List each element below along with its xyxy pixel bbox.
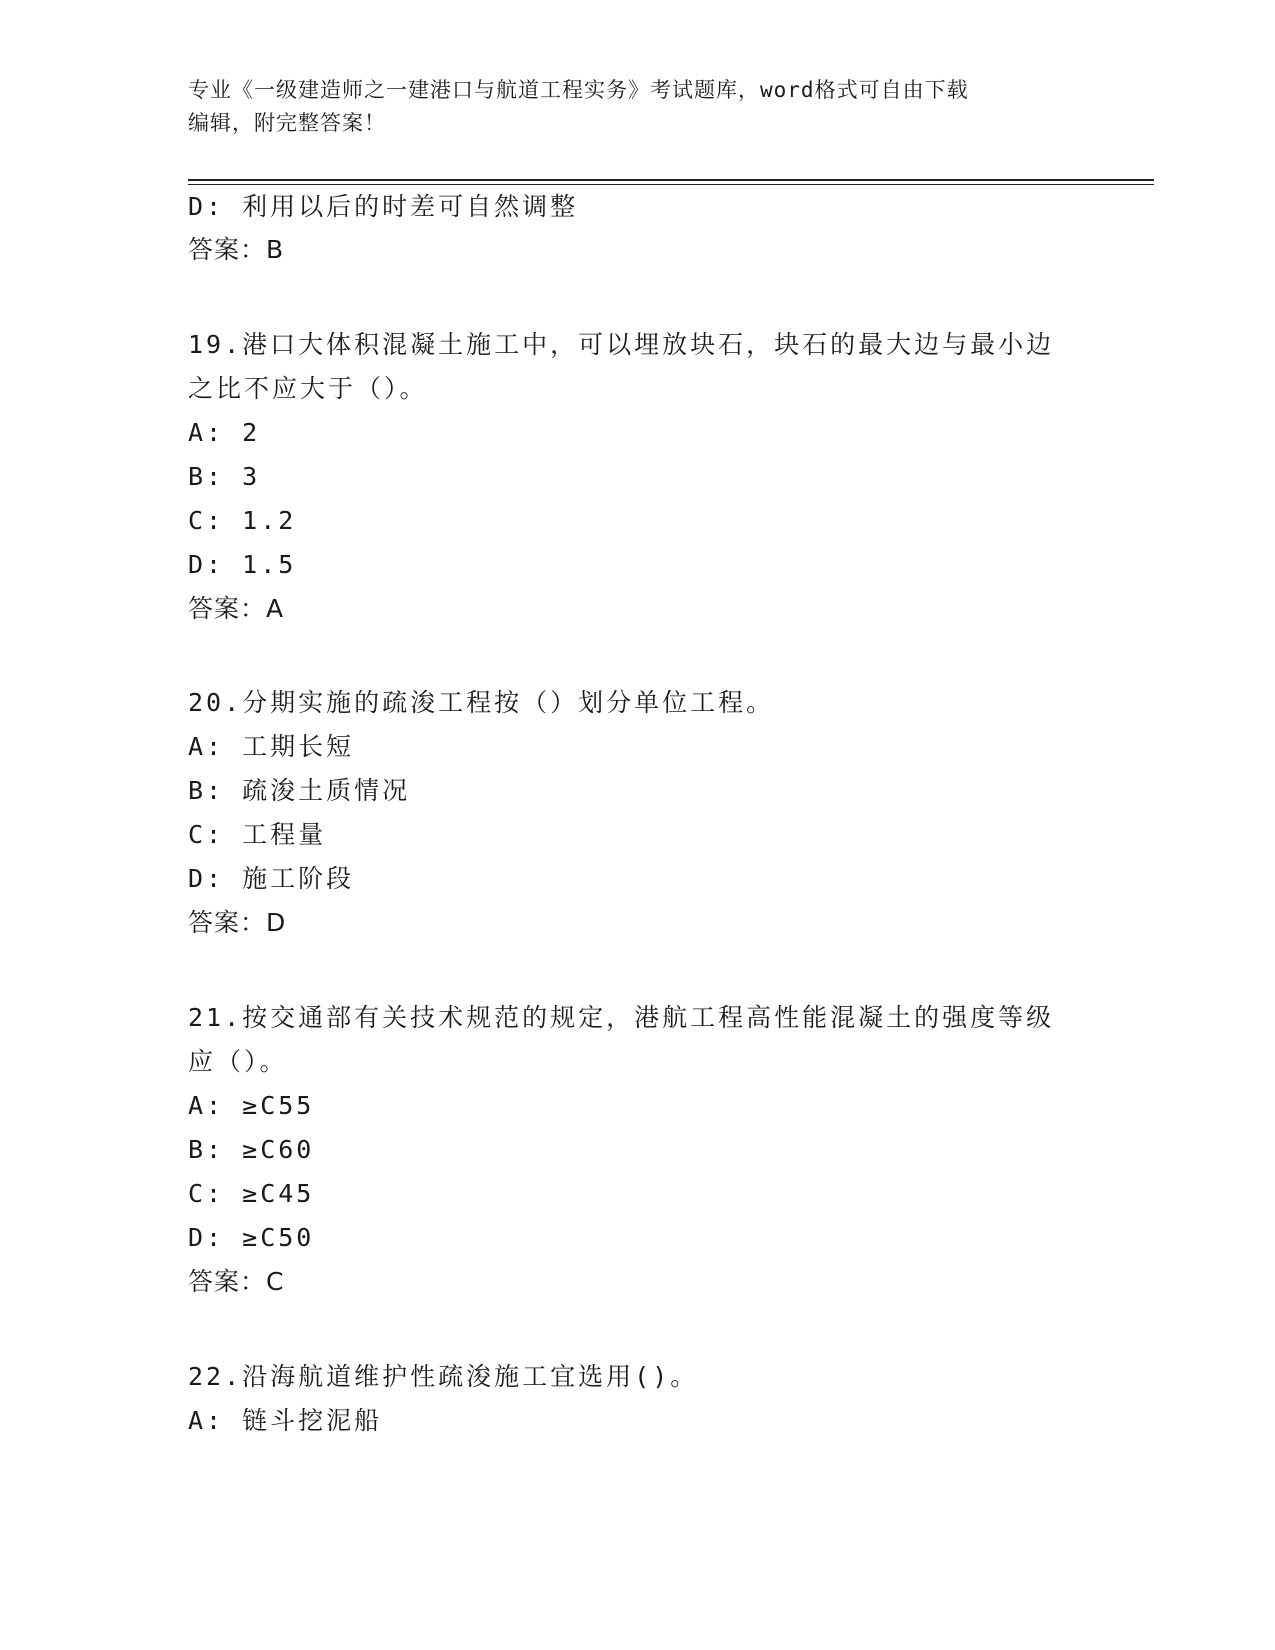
q19-stem-line-2: 之比不应大于（）。 [188,374,428,403]
header-title-line-1: 专业《一级建造师之一建港口与航道工程实务》考试题库，word格式可自由下载 [188,78,969,102]
q22-option-a: A: 链斗挖泥船 [188,1406,383,1435]
q21-option-c: C: ≥C45 [188,1179,315,1208]
q19-option-b: B: 3 [188,462,261,491]
q21-option-d: D: ≥C50 [188,1223,315,1252]
header-title-line-2: 编辑，附完整答案！ [188,111,386,135]
q21-answer: 答案：C [188,1267,285,1296]
q19-stem-line-1: 19.港口大体积混凝土施工中，可以埋放块石，块石的最大边与最小边 [188,330,1055,359]
q18-answer: 答案：B [188,235,285,264]
q20-stem-line-1: 20.分期实施的疏浚工程按（）划分单位工程。 [188,688,775,717]
q20-option-b: B: 疏浚土质情况 [188,776,411,805]
q19-option-d: D: 1.5 [188,550,297,579]
document-header [188,74,1088,140]
q21-stem-line-1: 21.按交通部有关技术规范的规定，港航工程高性能混凝土的强度等级 [188,1003,1055,1032]
q21-option-a: A: ≥C55 [188,1091,315,1120]
q22-stem-line-1: 22.沿海航道维护性疏浚施工宜选用()。 [188,1362,699,1391]
header-divider-thick [188,179,1154,181]
q21-stem-line-2: 应（）。 [188,1047,288,1076]
q19-option-c: C: 1.2 [188,506,297,535]
q19-answer: 答案：A [188,594,285,623]
q20-option-c: C: 工程量 [188,820,327,849]
q20-option-a: A: 工期长短 [188,732,355,761]
q21-option-b: B: ≥C60 [188,1135,315,1164]
q20-answer: 答案：D [188,908,287,937]
q19-option-a: A: 2 [188,418,261,447]
q18-option-d: D: 利用以后的时差可自然调整 [188,192,579,221]
q20-option-d: D: 施工阶段 [188,864,355,893]
